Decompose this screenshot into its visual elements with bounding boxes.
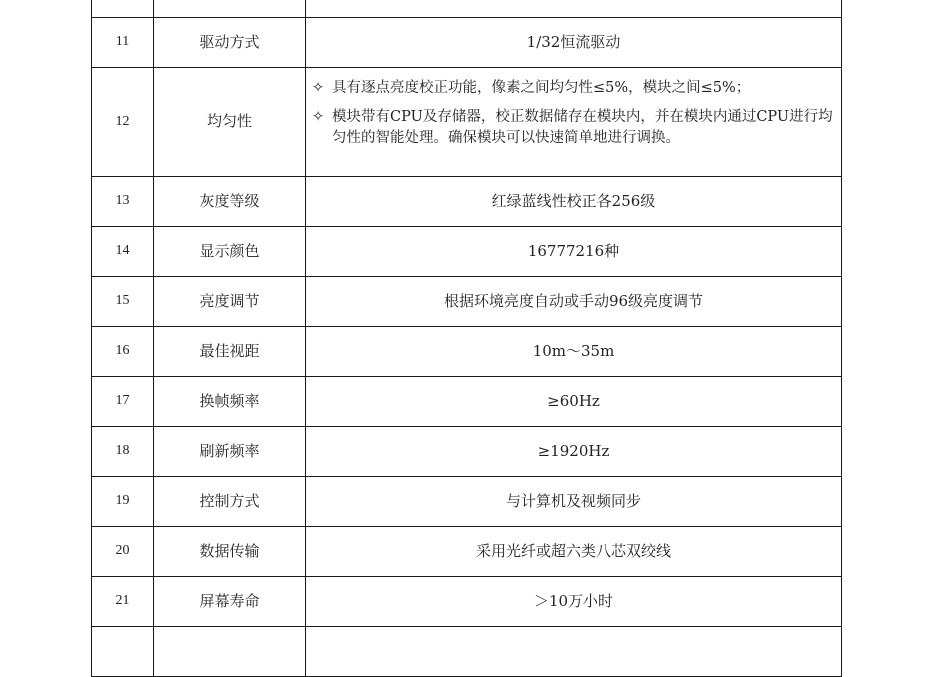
row-label (154, 627, 306, 676)
table-row (92, 427, 841, 477)
row-number: 19 (92, 477, 154, 526)
row-number: 16 (92, 327, 154, 376)
table-row (92, 227, 841, 277)
row-value: 与计算机及视频同步 (505, 491, 641, 510)
row-label: 控制方式 (154, 477, 306, 526)
row-number: 13 (92, 177, 154, 226)
row-number: 14 (92, 227, 154, 276)
row-value: 采用光纤或超六类八芯双绞线 (475, 541, 671, 560)
row-label: 换帧频率 (154, 377, 306, 426)
row-number (92, 0, 154, 17)
row-number (92, 627, 154, 676)
table-row (92, 477, 841, 527)
row-label: 驱动方式 (154, 18, 306, 67)
row-number: 17 (92, 377, 154, 426)
row-number: 12 (92, 68, 154, 176)
table-row (92, 277, 841, 327)
paragraph-text: 具有逐点亮度校正功能，像素之间均匀性≤5%，模块之间≤5%； (332, 80, 751, 96)
row-label: 最佳视距 (154, 327, 306, 376)
row-label: 显示颜色 (154, 227, 306, 276)
row-number: 15 (92, 277, 154, 326)
row-value: ＞10万小时 (533, 591, 614, 610)
row-number: 11 (92, 18, 154, 67)
table-row (92, 177, 841, 227)
table-row (92, 327, 841, 377)
table-row (92, 577, 841, 627)
diamond-star-bullet-icon: ✧ (312, 109, 325, 125)
paragraph-text: 模块带有CPU及存储器，校正数据储存在模块内，并在模块内通过CPU进行均匀性的智能处理。确保模块可以快速简单地进行调换。 (332, 109, 833, 146)
row-label: 亮度调节 (154, 277, 306, 326)
row-value (306, 627, 841, 676)
table-row (92, 377, 841, 427)
row-number: 18 (92, 427, 154, 476)
row-value: 1/32恒流驱动 (526, 32, 621, 51)
row-value: ≥60Hz (547, 391, 600, 410)
row-value (306, 0, 841, 17)
row-label (154, 0, 306, 17)
row-label: 刷新频率 (154, 427, 306, 476)
row-value: ≥1920Hz (537, 441, 610, 460)
value-paragraph (310, 107, 837, 149)
row-value: 红绿蓝线性校正各256级 (491, 191, 656, 210)
table-row (92, 68, 841, 177)
row-value: 根据环境亮度自动或手动96级亮度调节 (443, 291, 704, 310)
row-number: 20 (92, 527, 154, 576)
row-label: 均匀性 (154, 68, 306, 176)
row-number: 21 (92, 577, 154, 626)
row-label: 屏幕寿命 (154, 577, 306, 626)
row-label: 灰度等级 (154, 177, 306, 226)
spec-table (91, 0, 842, 677)
table-row (92, 527, 841, 577)
row-value: 16777216种 (527, 241, 620, 260)
value-paragraph (310, 78, 837, 99)
table-row (92, 627, 841, 677)
row-value (306, 68, 841, 176)
table-row (92, 0, 841, 18)
row-label: 数据传输 (154, 527, 306, 576)
diamond-star-bullet-icon: ✧ (312, 80, 325, 96)
table-row (92, 18, 841, 68)
row-value: 10m～35m (532, 341, 615, 360)
